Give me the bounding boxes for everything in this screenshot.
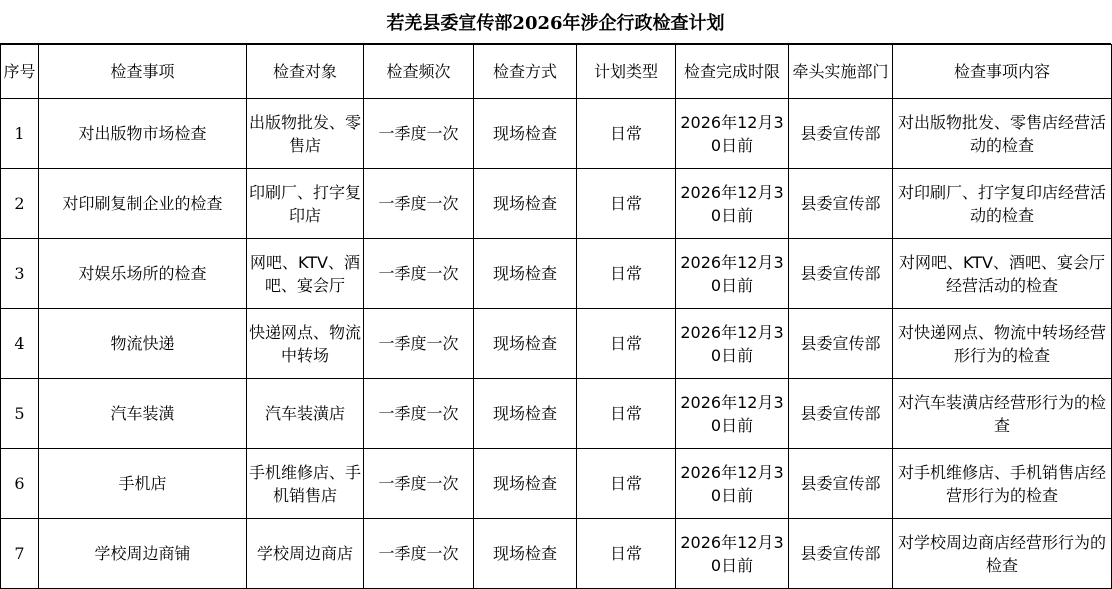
cell-deadline: 2026年12月30日前 <box>676 99 789 169</box>
cell-plan-type: 日常 <box>577 519 676 589</box>
cell-dept: 县委宣传部 <box>789 379 893 449</box>
cell-method: 现场检查 <box>474 239 577 309</box>
cell-dept: 县委宣传部 <box>789 449 893 519</box>
cell-frequency: 一季度一次 <box>364 519 474 589</box>
table-row <box>1 519 1112 589</box>
cell-dept: 县委宣传部 <box>789 239 893 309</box>
cell-target-text: 手机维修店、手机销售店 <box>249 462 361 505</box>
cell-target <box>247 379 364 449</box>
cell-content: 对出版物批发、零售店经营活动的检查 <box>893 99 1112 169</box>
cell-target-text: 出版物批发、零售店 <box>249 112 361 155</box>
cell-no: 6 <box>1 449 39 519</box>
cell-frequency: 一季度一次 <box>364 239 474 309</box>
table-row <box>1 239 1112 309</box>
cell-item: 手机店 <box>39 449 247 519</box>
table-row <box>1 449 1112 519</box>
cell-method: 现场检查 <box>474 519 577 589</box>
header-plan-type: 计划类型 <box>577 45 676 99</box>
cell-content: 对印刷厂、打字复印店经营活动的检查 <box>893 169 1112 239</box>
cell-plan-type: 日常 <box>577 379 676 449</box>
cell-target-text: 学校周边商店 <box>256 544 353 563</box>
inspection-plan-table <box>0 44 1112 589</box>
cell-content: 对手机维修店、手机销售店经营形行为的检查 <box>893 449 1112 519</box>
cell-content: 对网吧、KTV、酒吧、宴会厅经营活动的检查 <box>893 239 1112 309</box>
cell-method: 现场检查 <box>474 169 577 239</box>
cell-item: 物流快递 <box>39 309 247 379</box>
cell-deadline: 2026年12月30日前 <box>676 379 789 449</box>
cell-frequency: 一季度一次 <box>364 379 474 449</box>
cell-deadline: 2026年12月30日前 <box>676 519 789 589</box>
cell-dept: 县委宣传部 <box>789 309 893 379</box>
header-dept: 牵头实施部门 <box>789 45 893 99</box>
header-deadline: 检查完成时限 <box>676 45 789 99</box>
cell-content: 对学校周边商店经营形行为的检查 <box>893 519 1112 589</box>
cell-target-text: 印刷厂、打字复印店 <box>249 182 361 225</box>
cell-no: 7 <box>1 519 39 589</box>
cell-target-text: 网吧、KTV、酒吧、宴会厅 <box>250 252 360 295</box>
cell-dept: 县委宣传部 <box>789 519 893 589</box>
header-no: 序号 <box>1 45 39 99</box>
cell-deadline: 2026年12月30日前 <box>676 239 789 309</box>
cell-plan-type: 日常 <box>577 99 676 169</box>
table-row <box>1 169 1112 239</box>
cell-method: 现场检查 <box>474 449 577 519</box>
cell-plan-type: 日常 <box>577 239 676 309</box>
cell-no: 1 <box>1 99 39 169</box>
cell-target-text: 汽车装潢店 <box>264 404 345 423</box>
table-row <box>1 309 1112 379</box>
cell-target-text: 快递网点、物流中转场 <box>249 322 361 365</box>
cell-frequency: 一季度一次 <box>364 169 474 239</box>
header-target: 检查对象 <box>247 45 364 99</box>
cell-item: 对娱乐场所的检查 <box>39 239 247 309</box>
table-row <box>1 379 1112 449</box>
table-row <box>1 99 1112 169</box>
cell-no: 2 <box>1 169 39 239</box>
cell-item: 对出版物市场检查 <box>39 99 247 169</box>
cell-no: 3 <box>1 239 39 309</box>
header-content: 检查事项内容 <box>893 45 1112 99</box>
cell-dept: 县委宣传部 <box>789 99 893 169</box>
cell-plan-type: 日常 <box>577 169 676 239</box>
cell-plan-type: 日常 <box>577 449 676 519</box>
cell-plan-type: 日常 <box>577 309 676 379</box>
cell-target <box>247 449 364 519</box>
cell-target <box>247 519 364 589</box>
cell-no: 5 <box>1 379 39 449</box>
cell-no: 4 <box>1 309 39 379</box>
cell-method: 现场检查 <box>474 309 577 379</box>
cell-dept: 县委宣传部 <box>789 169 893 239</box>
cell-content: 对快递网点、物流中转场经营形行为的检查 <box>893 309 1112 379</box>
header-frequency: 检查频次 <box>364 45 474 99</box>
cell-item: 对印刷复制企业的检查 <box>39 169 247 239</box>
header-item: 检查事项 <box>39 45 247 99</box>
cell-deadline: 2026年12月30日前 <box>676 309 789 379</box>
cell-frequency: 一季度一次 <box>364 309 474 379</box>
header-row <box>1 45 1112 99</box>
cell-target <box>247 309 364 379</box>
cell-method: 现场检查 <box>474 379 577 449</box>
cell-method: 现场检查 <box>474 99 577 169</box>
table-title: 若羌县委宣传部2026年涉企行政检查计划 <box>0 0 1111 44</box>
cell-target <box>247 239 364 309</box>
cell-deadline: 2026年12月30日前 <box>676 449 789 519</box>
cell-target <box>247 169 364 239</box>
cell-target <box>247 99 364 169</box>
cell-deadline: 2026年12月30日前 <box>676 169 789 239</box>
cell-frequency: 一季度一次 <box>364 99 474 169</box>
cell-item: 汽车装潢 <box>39 379 247 449</box>
cell-frequency: 一季度一次 <box>364 449 474 519</box>
cell-content: 对汽车装潢店经营形行为的检查 <box>893 379 1112 449</box>
header-method: 检查方式 <box>474 45 577 99</box>
cell-item: 学校周边商铺 <box>39 519 247 589</box>
